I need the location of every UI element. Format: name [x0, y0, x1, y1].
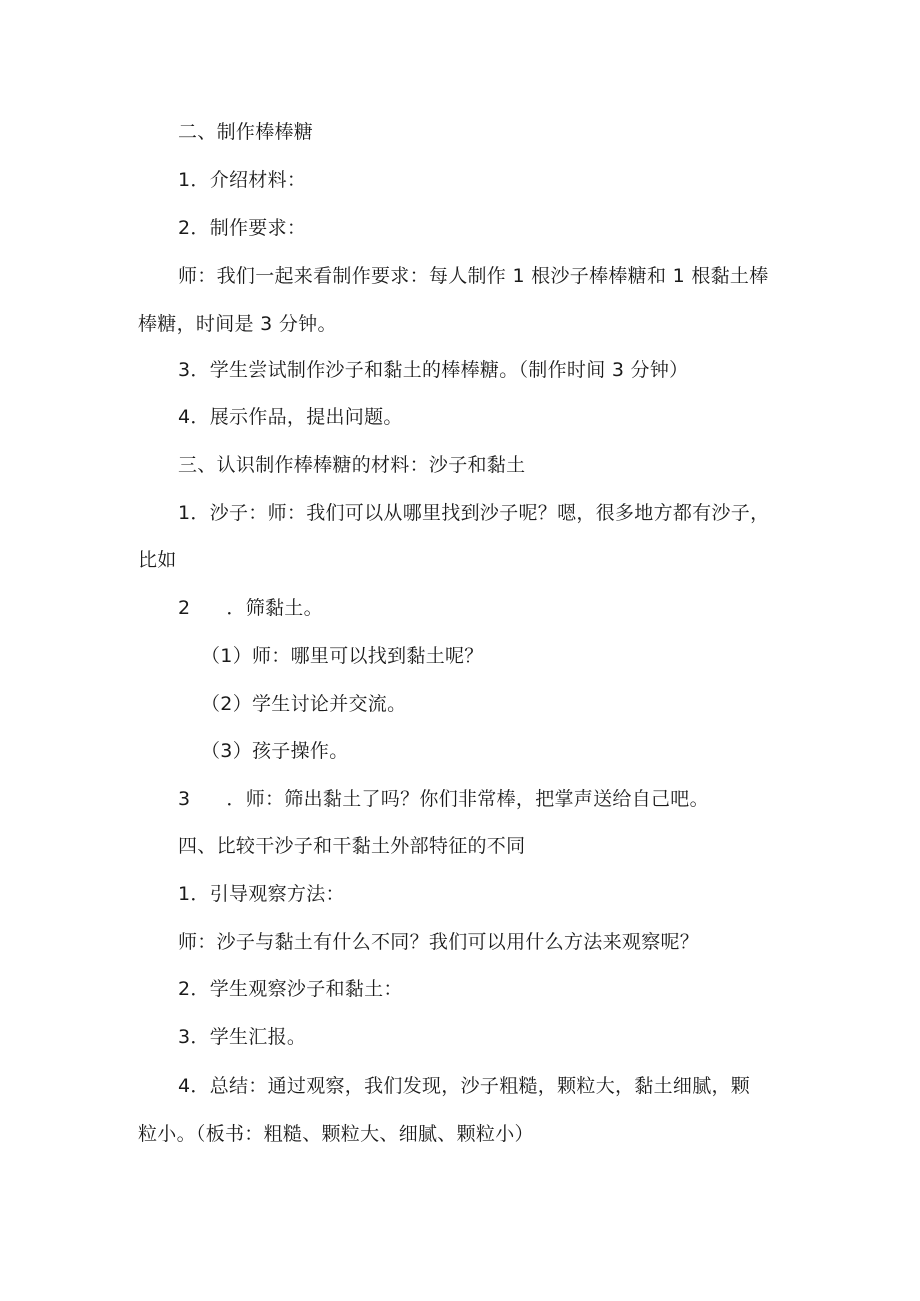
section-heading-2: 二、制作棒棒糖 — [178, 121, 314, 143]
sub-list-item: （1）师：哪里可以找到黏土呢？ — [201, 645, 484, 667]
paragraph-line: 棒糖，时间是 3 分钟。 — [138, 313, 337, 335]
list-item: 4．展示作品，提出问题。 — [178, 406, 403, 428]
list-item: 1．引导观察方法： — [178, 883, 345, 905]
list-item: 2．学生观察沙子和黏土： — [178, 978, 403, 1000]
sub-list-item: （2）学生讨论并交流。 — [201, 693, 407, 715]
list-item: 2．制作要求： — [178, 217, 307, 239]
paragraph-line: 比如 — [138, 549, 177, 571]
paragraph-line: 粒小。（板书：粗糙、颗粒大、细腻、颗粒小） — [138, 1123, 534, 1145]
list-number: 3 — [178, 788, 191, 810]
paragraph-line: 师：我们一起来看制作要求：每人制作 1 根沙子棒棒糖和 1 根黏土棒 — [178, 265, 769, 287]
list-item: 1．介绍材料： — [178, 169, 307, 191]
list-number: 2 — [178, 597, 191, 619]
paragraph-line: 师：沙子与黏土有什么不同？我们可以用什么方法来观察呢？ — [178, 931, 700, 953]
list-item — [178, 785, 709, 813]
list-item: 3．学生尝试制作沙子和黏土的棒棒糖。（制作时间 3 分钟） — [178, 359, 689, 381]
list-item-text: ．师：筛出黏土了吗？你们非常棒，把掌声送给自己吧。 — [226, 788, 709, 810]
list-item: 1．沙子：师：我们可以从哪里找到沙子呢？嗯，很多地方都有沙子， — [178, 502, 770, 524]
list-item-text: ．筛黏土。 — [226, 597, 323, 619]
list-item: 3．学生汇报。 — [178, 1026, 307, 1048]
list-item: 4．总结：通过观察，我们发现，沙子粗糙，颗粒大，黏土细腻，颗 — [178, 1075, 751, 1097]
list-item — [178, 594, 323, 622]
sub-list-item: （3）孩子操作。 — [201, 740, 349, 762]
section-heading-3: 三、认识制作棒棒糖的材料：沙子和黏土 — [178, 454, 526, 476]
section-heading-4: 四、比较干沙子和干黏土外部特征的不同 — [178, 835, 526, 857]
